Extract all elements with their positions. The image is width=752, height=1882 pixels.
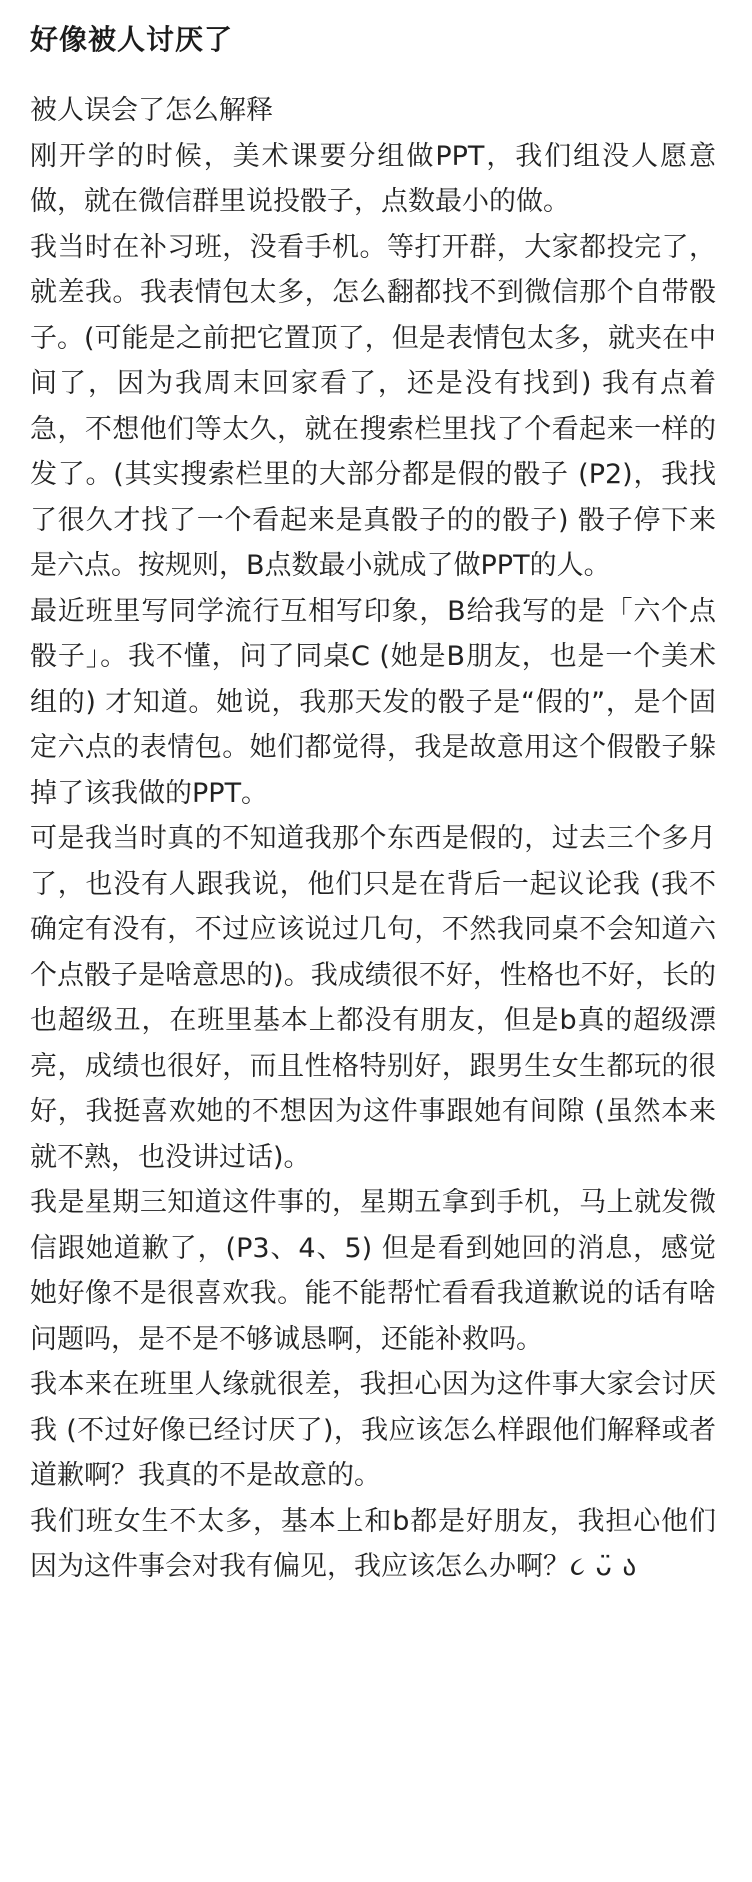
- post-paragraph-8: [30, 1499, 716, 1590]
- crying-face-emoticon-icon: ૮ ᴗ̈ ა: [570, 1551, 638, 1582]
- post-paragraph-2: 刚开学的时候，美术课要分组做PPT，我们组没人愿意做，就在微信群里说投骰子，点数最小的做。: [30, 140, 716, 217]
- post-paragraph-8-text: 我们班女生不太多，基本上和b都是好朋友，我担心他们因为这件事会对我有偏见，我应该怎么办啊？: [30, 1505, 716, 1582]
- post-paragraph-3: 我当时在补习班，没看手机。等打开群，大家都投完了，就差我。我表情包太多，怎么翻都找不到微信那个自带骰子。(可能是之前把它置顶了，但是表情包太多，就夹在中间了，因为我周末回家看了，还是没有找到) 我有点着急，不想他们等太久，就在搜索栏里找了个看起来一样的发了。(其实搜索栏里的大部分都是假的骰子 (P2)，我找了很久才找了一个看起来是真骰子的的骰子) 骰子停下来是六点。按规则，B点数最小就成了做PPT的人。: [30, 231, 716, 581]
- post-paragraph-4: 最近班里写同学流行互相写印象，B给我写的是「六个点骰子」。我不懂，问了同桌C (她是B朋友，也是一个美术组的) 才知道。她说，我那天发的骰子是“假的”，是个固定六点的表情包。她们都觉得，我是故意用这个假骰子躲掉了该我做的PPT。: [30, 595, 716, 809]
- post-paragraph-6: 我是星期三知道这件事的，星期五拿到手机，马上就发微信跟她道歉了，(P3、4、5) 但是看到她回的消息，感觉她好像不是很喜欢我。能不能帮忙看看我道歉说的话有啥问题吗，是不是不够诚恳啊，还能补救吗。: [30, 1187, 716, 1355]
- post-paragraph-7: 我本来在班里人缘就很差，我担心因为这件事大家会讨厌我 (不过好像已经讨厌了)，我应该怎么样跟他们解释或者道歉啊？我真的不是故意的。: [30, 1369, 716, 1491]
- post-body: [30, 88, 716, 1590]
- post-paragraph-5: 可是我当时真的不知道我那个东西是假的，过去三个多月了，也没有人跟我说，他们只是在背后一起议论我 (我不确定有没有，不过应该说过几句，不然我同桌不会知道六个点骰子是啥意思的)。我成绩很不好，性格也不好，长的也超级丑，在班里基本上都没有朋友，但是b真的超级漂亮，成绩也很好，而且性格特别好，跟男生女生都玩的很好，我挺喜欢她的不想因为这件事跟她有间隙 (虽然本来就不熟，也没讲过话)。: [30, 823, 716, 1173]
- post-title: 好像被人讨厌了: [30, 23, 234, 56]
- post-paragraph-1: 被人误会了怎么解释: [30, 95, 273, 126]
